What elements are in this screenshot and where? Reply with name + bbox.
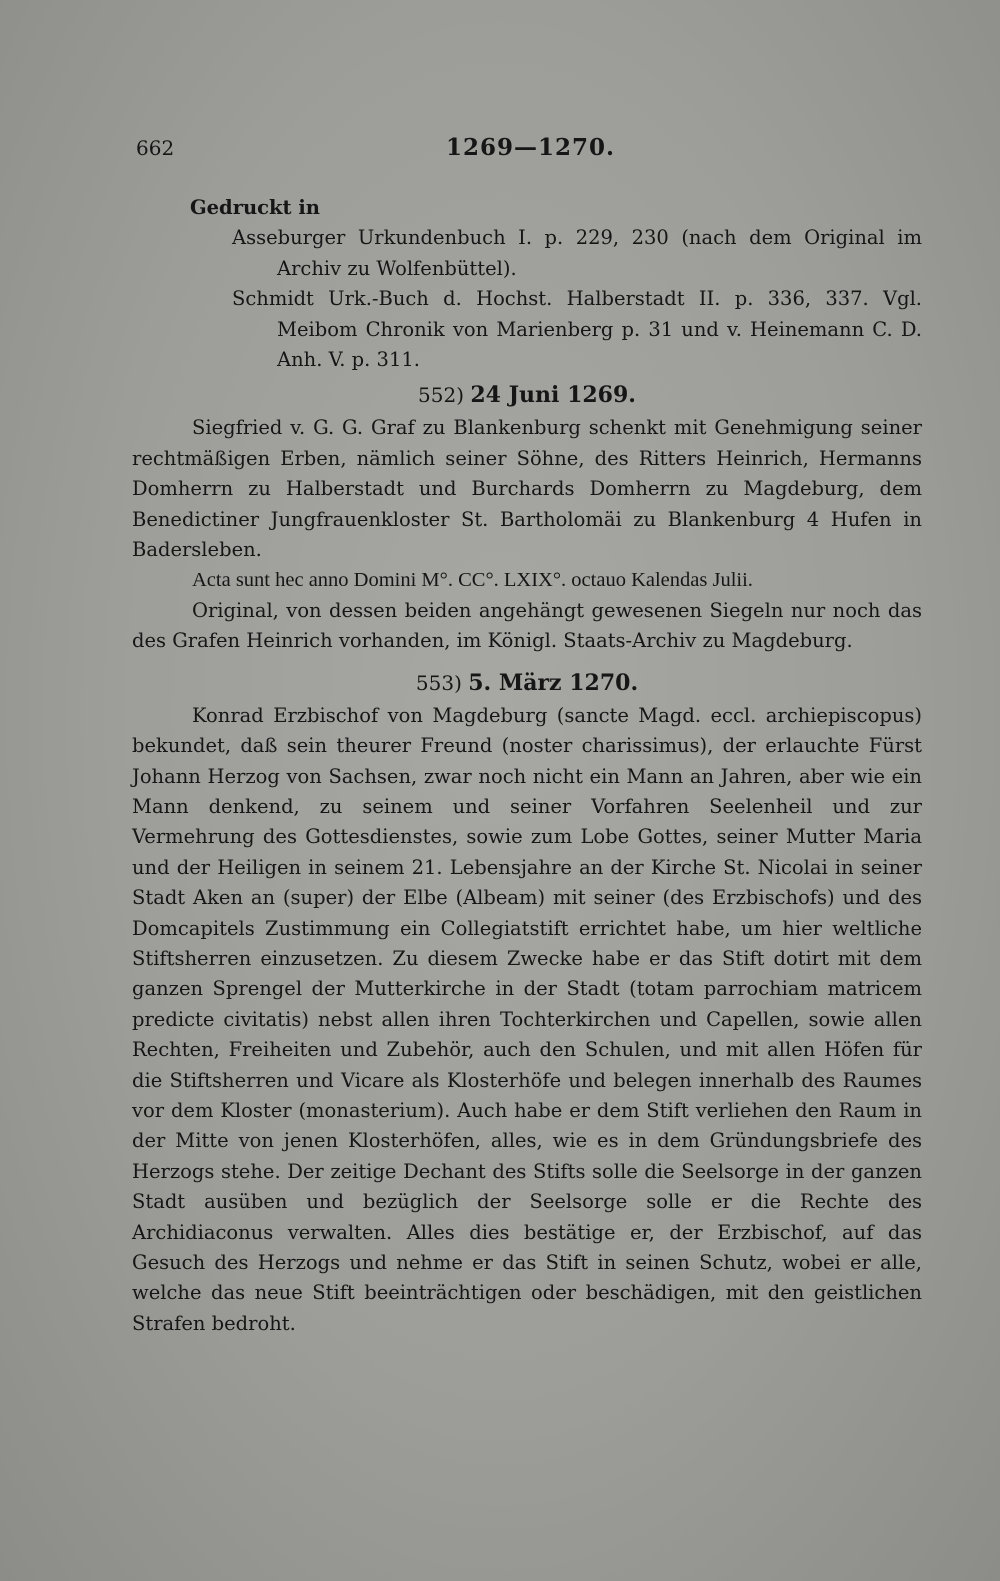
document-552-summary: Siegfried v. G. G. Graf zu Blankenburg schenkt mit Genehmigung seiner rechtmäßigen Erben, nämlich seiner Söhne, des Ritters Heinrich, Hermanns Domherrn zu Halberstadt und Burchards Domherrn zu Magdeburg, dem Benedictiner Jungfrauenkloster St. Bartholomäi zu Blankenburg 4 Hufen in Badersleben. xyxy=(132,416,922,562)
page-header xyxy=(136,136,916,176)
page-number: 662 xyxy=(136,136,175,160)
document-552-number: 552) xyxy=(418,383,465,408)
document-553-date: 5. März 1270. xyxy=(468,669,639,696)
page-body xyxy=(132,193,922,1339)
document-552-heading xyxy=(132,379,922,411)
document-552-latin: Acta sunt hec anno Domini M°. CC°. LXIX°. octauo Kalendas Julii. xyxy=(192,569,753,592)
printed-in-label: Gedruckt in xyxy=(190,196,320,219)
running-title: 1269—1270. xyxy=(446,134,616,161)
printed-in-source-2: Schmidt Urk.-Buch d. Hochst. Halberstadt II. p. 336, 337. Vgl. Meibom Chronik von Marienberg p. 31 und v. Heinemann C. D. Anh. V. p. 311. xyxy=(232,287,922,372)
printed-in-source-1: Asseburger Urkundenbuch I. p. 229, 230 (nach dem Original im Archiv zu Wolfenbüttel). xyxy=(232,226,922,280)
document-553-heading xyxy=(132,667,922,699)
document-553-summary: Konrad Erzbischof von Magdeburg (sancte Magd. eccl. archiepiscopus) bekundet, daß sein theurer Freund (noster charissimus), der erlauchte Fürst Johann Herzog von Sachsen, zwar noch nicht ein Mann an Jahren, aber wie ein Mann denkend, zu seinem und seiner Vorfahren Seelenheil und zur Vermehrung des Gottesdienstes, sowie zum Lobe Gottes, seiner Mutter Maria und der Heiligen in seinem 21. Lebensjahre an der Kirche St. Nicolai in seiner Stadt Aken an (super) der Elbe (Albeam) mit seiner (des Erzbischofs) und des Domcapitels Zustimmung ein Collegiatstift errichtet habe, um hier weltliche Stiftsherren einzusetzen. Zu diesem Zwecke habe er das Stift dotirt mit dem ganzen Sprengel der Mutterkirche in der Stadt (totam parrochiam matricem predicte civitatis) nebst allen ihren Tochterkirchen und Capellen, sowie allen Rechten, Freiheiten und Zubehör, auch den Schulen, und mit allen Höfen für die Stiftsherren und Vicare als Klosterhöfe und belegen innerhalb des Raumes vor dem Kloster (monasterium). Auch habe er dem Stift verliehen den Raum in der Mitte von jenen Klosterhöfen, alles, wie es in dem Gründungsbriefe des Herzogs stehe. Der zeitige Dechant des Stifts solle die Seelsorge in der ganzen Stadt ausüben und bezüglich der Seelsorge solle er die Rechte des Archidiaconus verwalten. Alles dies bestätige er, der Erzbischof, auf das Gesuch des Herzogs und nehme er das Stift in seinen Schutz, wobei er alle, welche das neue Stift beeinträchtigen oder beschädigen, mit den geistlichen Strafen bedroht. xyxy=(132,703,922,1335)
document-552-note: Original, von dessen beiden angehängt gewesenen Siegeln nur noch das des Grafen Heinrich vorhanden, im Königl. Staats-Archiv zu Magdeburg. xyxy=(132,598,922,653)
document-552-date: 24 Juni 1269. xyxy=(470,382,636,409)
document-553-number: 553) xyxy=(415,670,462,695)
